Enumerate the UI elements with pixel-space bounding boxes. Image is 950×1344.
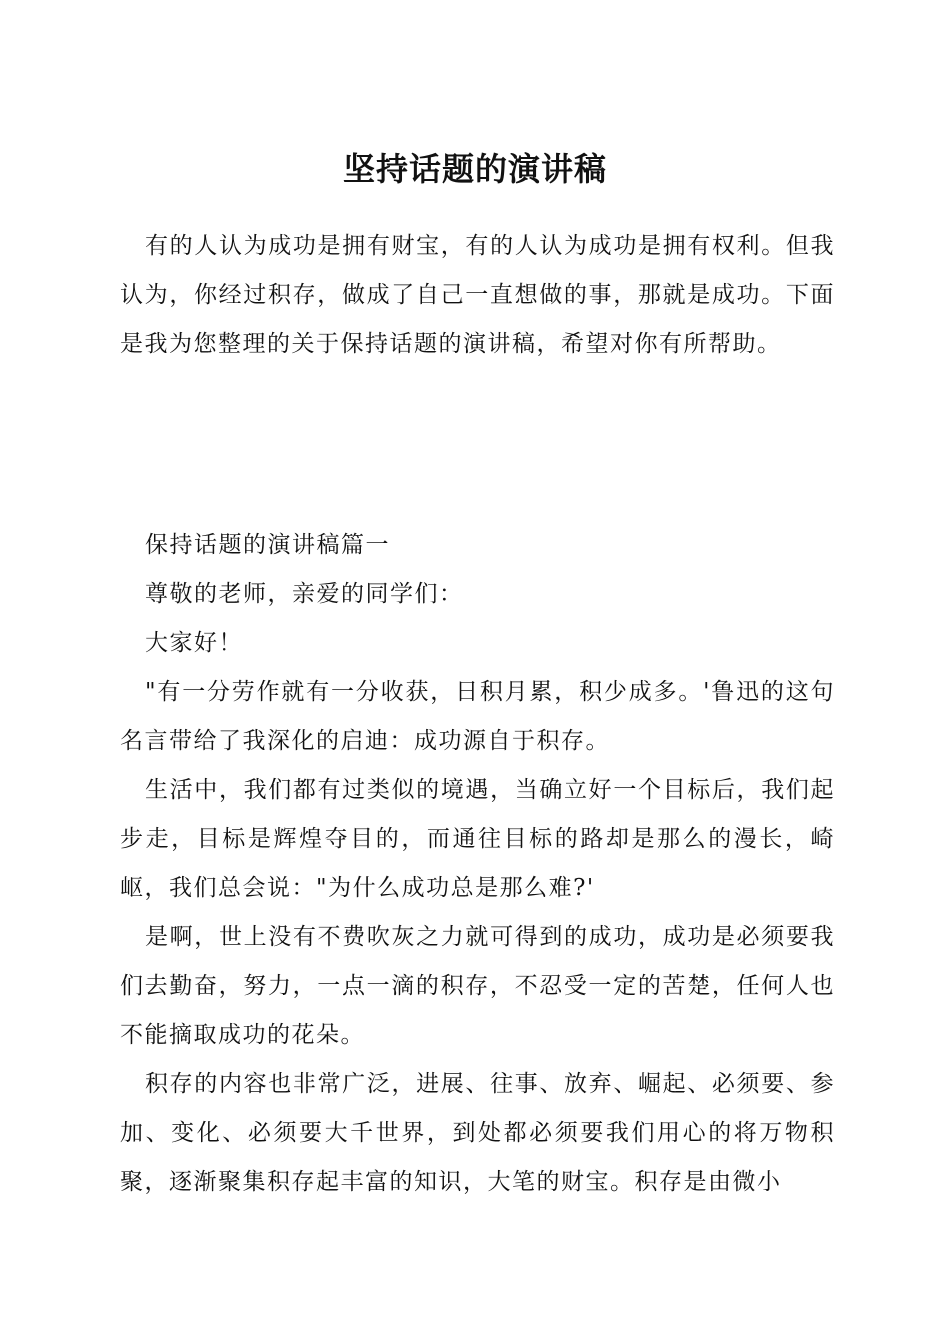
body-paragraph: "有一分劳作就有一分收获，日积月累，积少成多。'鲁迅的这句名言带给了我深化的启迪：成功源自于积存。 xyxy=(120,679,835,754)
body-paragraph: 是啊，世上没有不费吹灰之力就可得到的成功，成功是必须要我们去勤奋，努力，一点一滴的积存，不忍受一定的苦楚，任何人也不能摘取成功的花朵。 xyxy=(120,924,835,1048)
greeting: 大家好！ xyxy=(145,630,243,656)
body-paragraph: 生活中，我们都有过类似的境遇，当确立好一个目标后，我们起步走，目标是辉煌夺目的，而通往目标的路却是那么的漫长，崎岖，我们总会说："为什么成功总是那么难?' xyxy=(120,777,835,901)
intro-paragraph: 有的人认为成功是拥有财宝，有的人认为成功是拥有权利。但我认为，你经过积存，做成了自己一直想做的事，那就是成功。下面是我为您整理的关于保持话题的演讲稿，希望对你有所帮助。 xyxy=(120,233,835,357)
document-title: 坚持话题的演讲稿 xyxy=(342,150,607,188)
section-heading: 保持话题的演讲稿篇一 xyxy=(145,532,390,558)
salutation: 尊敬的老师，亲爱的同学们： xyxy=(145,581,464,607)
body-paragraph: 积存的内容也非常广泛，进展、往事、放弃、崛起、必须要、参加、变化、必须要大千世界，到处都必须要我们用心的将万物积聚，逐渐聚集积存起丰富的知识，大笔的财宝。积存是由微小 xyxy=(120,1071,835,1195)
speech-body xyxy=(120,521,835,1207)
intro-section xyxy=(120,222,835,369)
